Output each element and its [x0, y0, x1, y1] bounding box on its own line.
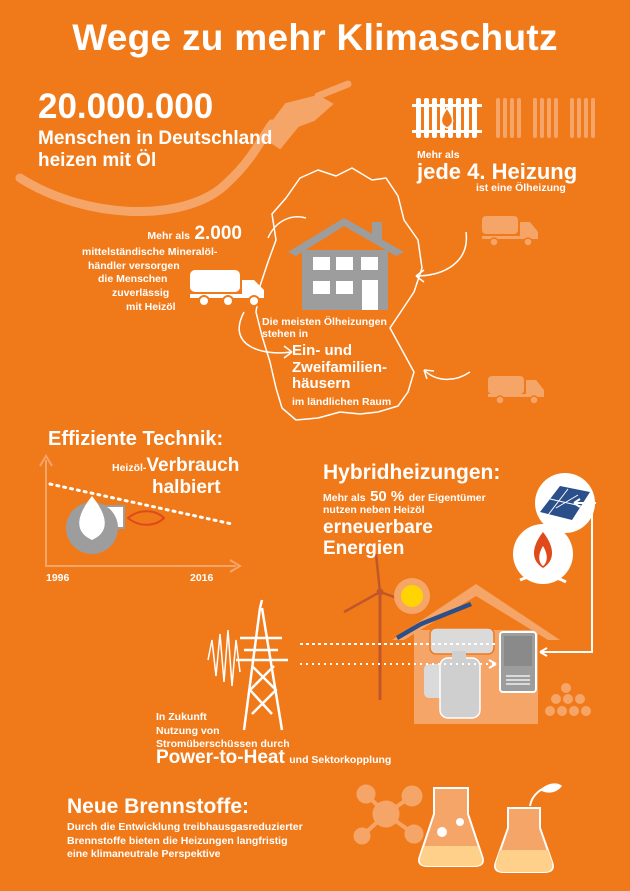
efficient-heading: Effiziente Technik: — [48, 428, 224, 450]
share-main: jede 4. Heizung — [417, 159, 578, 184]
oil-heating-line-1: Menschen in Deutschland — [38, 128, 273, 149]
hybrid-big-1: erneuerbare — [323, 517, 433, 538]
houses-intro-1: Die meisten Ölheizungen — [262, 316, 387, 328]
future-highlight — [156, 748, 391, 769]
tanker-truck-faded-icon — [482, 216, 538, 246]
houses-big-3: häusern — [292, 375, 351, 392]
consumption-label — [112, 456, 239, 477]
fuels-heading: Neue Brennstoffe: — [67, 795, 250, 818]
year-end-label: 2016 — [190, 572, 214, 584]
share-prefix: Mehr als — [417, 149, 460, 161]
fuels-text — [67, 821, 303, 862]
hybrid-big-2: Energien — [323, 538, 405, 559]
dealers-line-2: händler versorgen — [88, 259, 180, 272]
radiator-other-icons — [496, 98, 595, 138]
biofuel-flask-icon — [495, 783, 562, 872]
oil-heating-line-2: heizen mit Öl — [38, 149, 157, 171]
consumption-prefix: Heizöl- — [112, 462, 147, 474]
fuels-line-1: Durch die Entwicklung treibhausgasreduzierter — [67, 821, 303, 833]
wind-turbine-icon — [344, 554, 414, 700]
dealers-line-3: die Menschen — [98, 273, 168, 286]
houses-intro-2: stehen in — [262, 328, 309, 340]
oil-heating-people-count: 20.000.000 — [38, 87, 214, 126]
lab-flask-icon — [419, 788, 483, 866]
dealers-line-4: zuverlässig — [112, 286, 170, 299]
hybrid-percent: 50 % — [370, 488, 405, 505]
fuels-line-3: eine klimaneutrale Perspektive — [67, 848, 221, 861]
dealers-number: 2.000 — [194, 223, 242, 244]
hybrid-heading: Hybridheizungen: — [323, 461, 501, 484]
dealers-prefix: Mehr als — [147, 230, 190, 242]
page-title: Wege zu mehr Klimaschutz — [72, 17, 558, 58]
wood-pellets-icon — [545, 683, 591, 716]
houses-big — [292, 343, 387, 393]
electricity-wave-icon — [208, 630, 240, 686]
future-line-1: In Zukunft — [156, 711, 207, 723]
future-text — [156, 711, 290, 752]
oil-burner-icon — [66, 496, 164, 554]
hybrid-owners: der Eigentümer — [408, 492, 486, 504]
sun-icon — [394, 578, 430, 614]
consumption-word-2: halbiert — [152, 477, 221, 498]
share-suffix: ist eine Ölheizung — [476, 182, 566, 194]
houses-big-2: Zweifamilien- — [292, 358, 388, 376]
consumption-word-1: Verbrauch — [146, 455, 240, 476]
hybrid-line-2: nutzen neben Heizöl — [323, 504, 425, 516]
houses-big-1: Ein- und — [292, 342, 352, 359]
hybrid-prefix: Mehr als — [323, 492, 366, 504]
power-to-heat-label: Power-to-Heat — [156, 747, 285, 768]
radiator-oil-icon — [412, 98, 482, 138]
future-line-2: Nutzung von — [156, 724, 220, 737]
dealers-text — [82, 246, 217, 314]
dealers-block — [62, 224, 242, 245]
future-line-3: Stromüberschüssen durch — [156, 738, 290, 751]
houses-suffix: im ländlichen Raum — [292, 396, 392, 408]
oil-heating-people-text — [38, 128, 338, 172]
fuels-line-2: Brennstoffe bieten die Heizungen langfristig — [67, 834, 288, 847]
molecule-icon — [354, 785, 423, 844]
sector-coupling-label: und Sektorkopplung — [289, 754, 392, 766]
dealers-line-1: mittelständische Mineralöl- — [82, 246, 218, 258]
hybrid-line-1 — [323, 488, 486, 506]
tanker-truck-faded-icon-2 — [488, 376, 544, 404]
year-start-label: 1996 — [46, 572, 70, 584]
flame-icon — [513, 524, 573, 584]
house-icon — [288, 218, 404, 310]
dealers-line-5: mit Heizöl — [126, 300, 176, 313]
